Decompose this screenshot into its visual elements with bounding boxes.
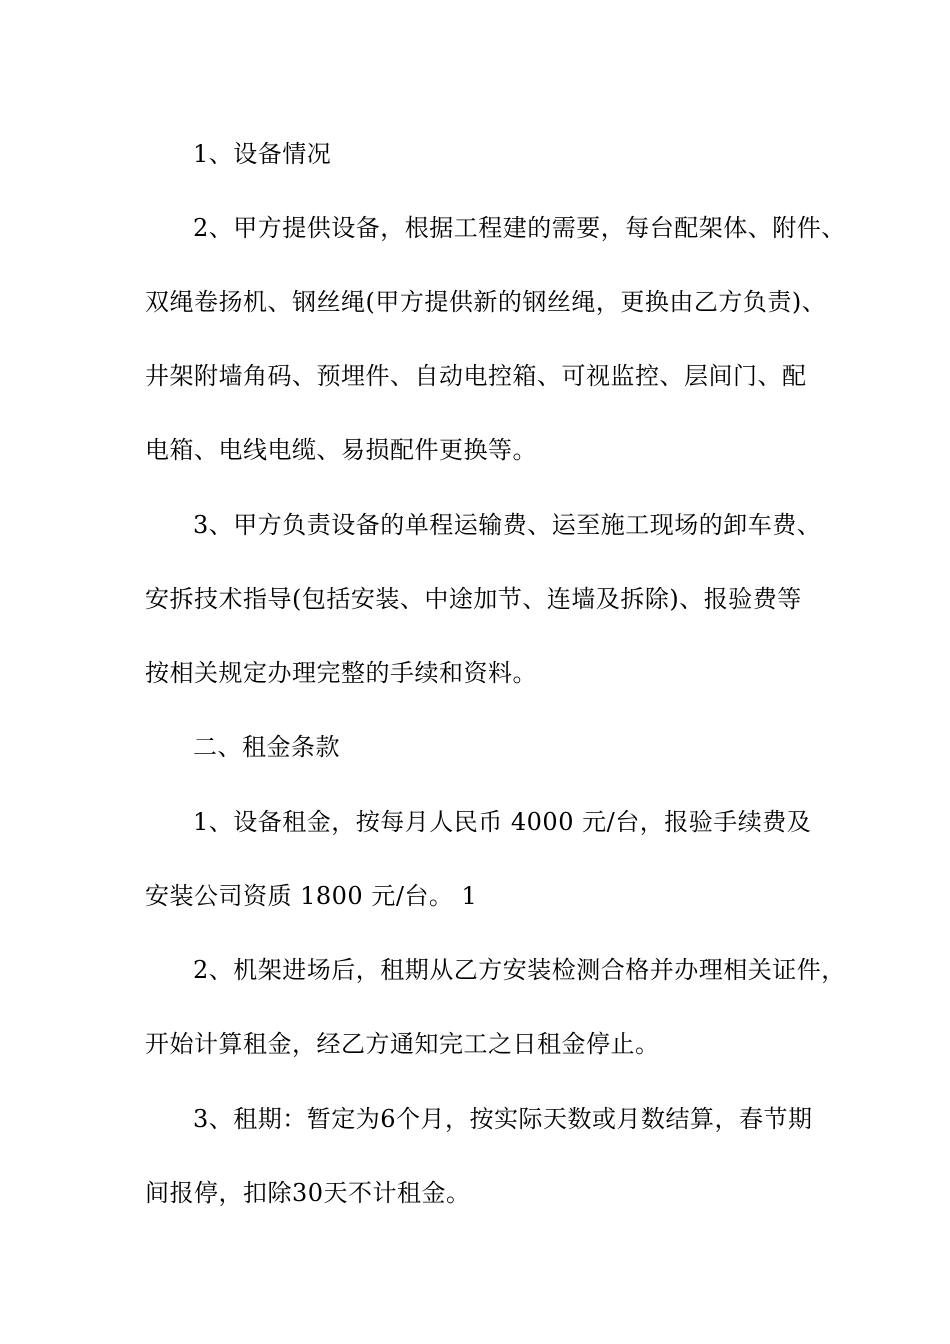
paragraph-line: 双绳卷扬机、钢丝绳(甲方提供新的钢丝绳，更换由乙方负责)、 (145, 288, 827, 316)
paragraph-line: 2、甲方提供设备，根据工程建的需要，每台配架体、附件、 (193, 214, 846, 242)
paragraph-line: 开始计算租金，经乙方通知完工之日租金停止。 (145, 1030, 660, 1058)
paragraph-line: 间报停，扣除30天不计租金。 (145, 1179, 471, 1207)
paragraph-line: 安装公司资质 1800 元/台。 1 (145, 882, 478, 910)
paragraph-line: 按相关规定办理完整的手续和资料。 (145, 659, 537, 687)
paragraph-line: 安拆技术指导(包括安装、中途加节、连墙及拆除)、报验费等 (145, 585, 802, 613)
section-heading-equipment: 1、设备情况 (193, 140, 332, 168)
paragraph-line: 3、租期：暂定为6个月，按实际天数或月数结算，春节期 (193, 1105, 813, 1133)
section-heading-rent-terms: 二、租金条款 (193, 733, 340, 761)
paragraph-line: 1、设备租金，按每月人民币 4000 元/台，报验手续费及 (193, 808, 812, 836)
paragraph-line: 3、甲方负责设备的单程运输费、运至施工现场的卸车费、 (193, 511, 822, 539)
paragraph-line: 井架附墙角码、预埋件、自动电控箱、可视监控、层间门、配 (145, 362, 807, 390)
paragraph-line: 2、机架进场后，租期从乙方安装检测合格并办理相关证件， (193, 956, 846, 984)
paragraph-line: 电箱、电线电缆、易损配件更换等。 (145, 436, 537, 464)
